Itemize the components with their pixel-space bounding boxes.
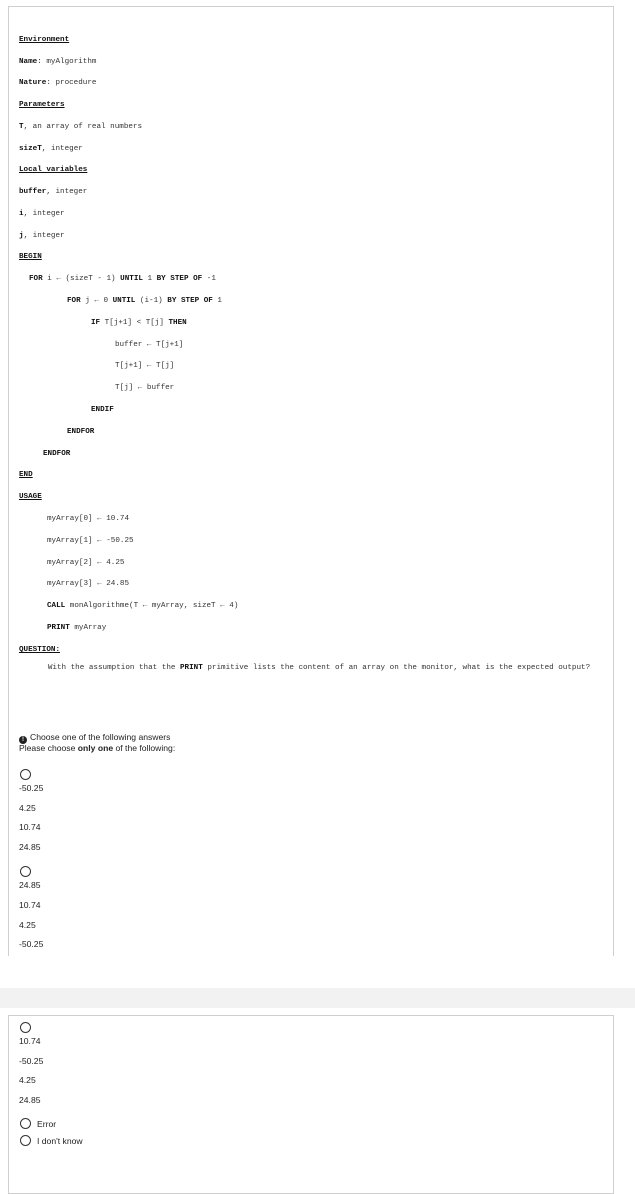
- endfor-inner-label: ENDFOR: [67, 428, 95, 436]
- environment-heading: Environment: [19, 36, 70, 44]
- option-2-value-2: 10.74: [19, 900, 41, 910]
- question-card: [8, 6, 614, 956]
- option-1-radio[interactable]: [20, 769, 31, 780]
- endfor-outer-label: ENDFOR: [43, 450, 71, 458]
- call-line: CALL monAlgorithme(T ← myArray, sizeT ← 4): [47, 602, 239, 610]
- option-3-value-3: 4.25: [19, 1075, 36, 1085]
- local-buffer-line: buffer, integer: [19, 188, 88, 196]
- option-dont-know-radio[interactable]: [20, 1135, 31, 1146]
- option-1-value-3: 10.74: [19, 822, 41, 832]
- question-heading: QUESTION:: [19, 646, 61, 654]
- stmt-2: T[j+1] ← T[j]: [115, 362, 175, 370]
- option-2-value-4: -50.25: [19, 939, 44, 949]
- option-1-value-1: -50.25: [19, 783, 44, 793]
- locals-heading: Local variables: [19, 166, 88, 174]
- option-dont-know-label[interactable]: I don't know: [37, 1136, 83, 1146]
- parameters-heading: Parameters: [19, 101, 65, 109]
- if-line: IF T[j+1] < T[j] THEN: [91, 319, 187, 327]
- option-3-value-2: -50.25: [19, 1056, 44, 1066]
- print-line: PRINT myArray: [47, 624, 107, 632]
- begin-label: BEGIN: [19, 253, 42, 261]
- inner-for-line: FOR j ← 0 UNTIL (i-1) BY STEP OF 1: [67, 297, 222, 305]
- end-label: END: [19, 471, 33, 479]
- option-3-radio[interactable]: [20, 1022, 31, 1033]
- stmt-3: T[j] ← buffer: [115, 384, 175, 392]
- page-break: [0, 988, 635, 1008]
- local-i-line: i, integer: [19, 210, 65, 218]
- instruction-line-2: Please choose only one of the following:: [19, 743, 176, 753]
- question-text: With the assumption that the PRINT primitive lists the content of an array on the monitor, what is the expected output?: [47, 664, 591, 672]
- param-t-line: T, an array of real numbers: [19, 123, 143, 131]
- option-1-value-4: 24.85: [19, 842, 41, 852]
- local-j-line: j, integer: [19, 232, 65, 240]
- option-3-value-1: 10.74: [19, 1036, 41, 1046]
- option-2-value-3: 4.25: [19, 920, 36, 930]
- option-error-radio[interactable]: [20, 1118, 31, 1129]
- instruction-line-1: ! Choose one of the following answers: [19, 732, 170, 744]
- option-1-value-2: 4.25: [19, 803, 36, 813]
- exclamation-icon: !: [19, 736, 27, 744]
- endif-label: ENDIF: [91, 406, 114, 414]
- question-card-continued: [8, 1015, 614, 1194]
- nature-line: Nature: procedure: [19, 79, 97, 87]
- outer-for-line: FOR i ← (sizeT - 1) UNTIL 1 BY STEP OF -1: [29, 275, 216, 283]
- option-2-value-1: 24.85: [19, 880, 41, 890]
- usage-line-1: myArray[0] ← 10.74: [47, 515, 130, 523]
- usage-line-4: myArray[3] ← 24.85: [47, 580, 130, 588]
- option-3-value-4: 24.85: [19, 1095, 41, 1105]
- name-line: Name: myAlgorithm: [19, 58, 97, 66]
- option-2-radio[interactable]: [20, 866, 31, 877]
- option-error-label[interactable]: Error: [37, 1119, 57, 1129]
- usage-line-2: myArray[1] ← -50.25: [47, 537, 134, 545]
- usage-line-3: myArray[2] ← 4.25: [47, 559, 125, 567]
- param-size-line: sizeT, integer: [19, 145, 83, 153]
- usage-heading: USAGE: [19, 493, 42, 501]
- stmt-1: buffer ← T[j+1]: [115, 341, 184, 349]
